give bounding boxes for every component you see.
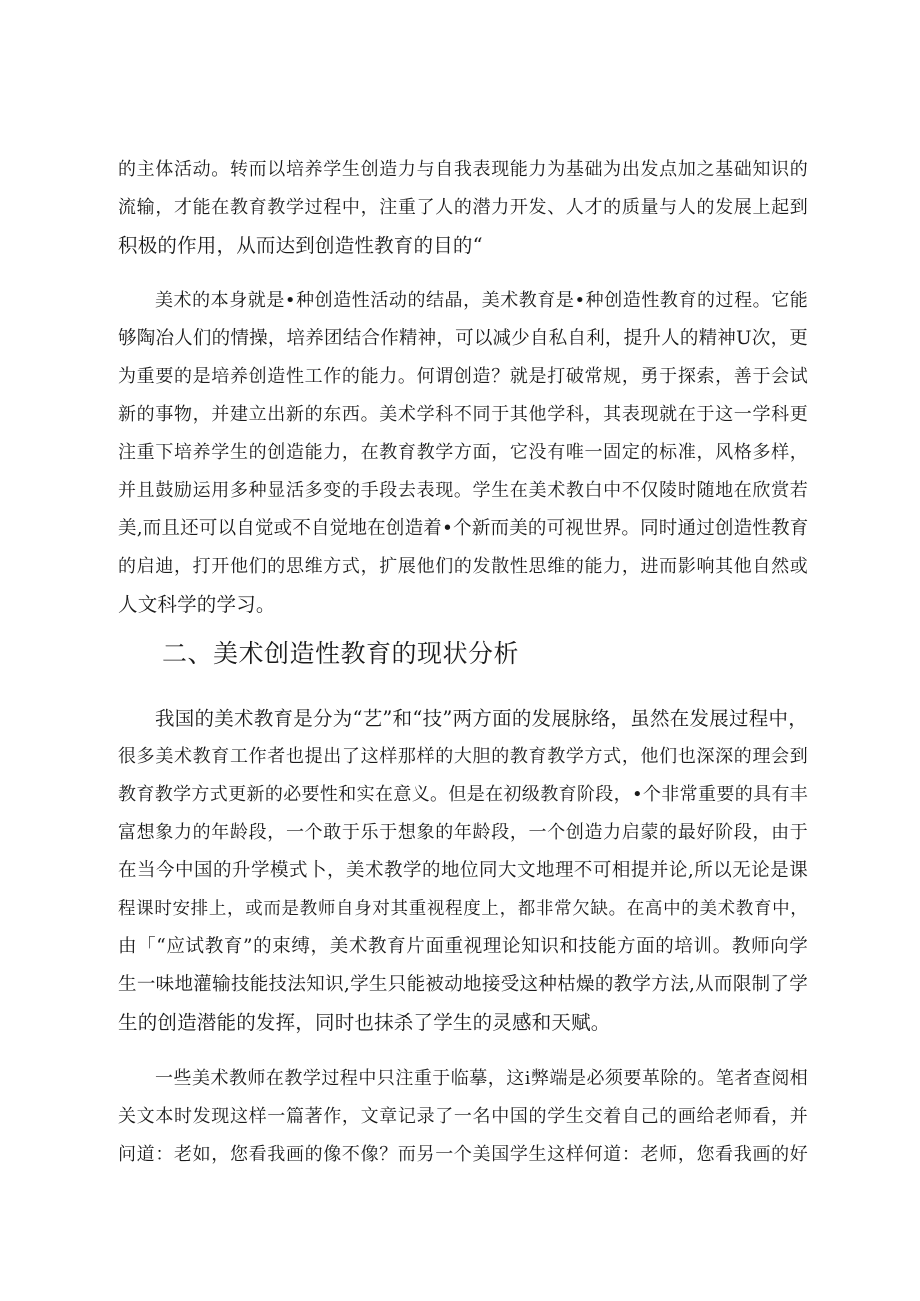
- text-line: 美,而且还可以自觉或不自觉地在创造着•个新而美的可视世界。同时通过创造性教育: [118, 518, 809, 539]
- text-line: 的启迪，打开他们的思维方式，扩展他们的发散性思维的能力，进而影响其他自然或: [118, 556, 808, 577]
- text-line: 为重要的是培养创造性工作的能力。何谓创造？就是打破常规，勇于探索，善于会试: [118, 366, 808, 387]
- text-line: 生的创造潜能的发挥，同时也抹杀了学生的灵感和天赋。: [118, 1011, 611, 1034]
- text-line: 在当今中国的升学模式卜，美术教学的地位同大文地理不可相提并论,所以无论是课: [118, 860, 808, 881]
- text-line: 由「“应试教育”的束缚，美术教育片面重视理论知识和技能方面的培训。教师向学: [118, 936, 808, 957]
- text-line: 很多美术教育工作者也提出了这样那样的大胆的教育教学方式，他们也深深的理会到: [118, 746, 808, 767]
- text-line: 流输，才能在教育教学过程中，注重了人的潜力开发、人才的质量与人的发展上起到: [118, 197, 808, 218]
- text-line: 人文科学的学习。: [118, 593, 276, 616]
- text-line: 注重下培养学生的创造能力，在教育教学方面，它没有唯一固定的标准，风格多样，: [118, 442, 808, 463]
- text-line: 够陶冶人们的情操，培养团结合作精神，可以减少自私自利，提升人的精神U次，更: [118, 328, 808, 349]
- section-heading: 二、美术创造性教育的现状分析: [162, 639, 520, 668]
- text-line: 问道：老如，您看我画的像不像？而另一个美国学生这样何道：老师，您看我画的好: [118, 1144, 808, 1165]
- text-line: 积极的作用，从而达到创造性教育的目的“: [118, 234, 483, 257]
- text-line: 教育教学方式更新的必要性和实在意义。但是在初级教育阶段，•个非常重要的具有丰: [118, 784, 808, 805]
- text-line: 生一味地灌输技能技法知识,学生只能被动地接受这种枯燥的教学方法,从而限制了学: [118, 974, 808, 995]
- text-line: 美术的本身就是•种创造性活动的结晶，美术教育是•种创造性教育的过程。它能: [155, 290, 808, 311]
- text-line: 新的事物，并建立出新的东西。美术学科不同于其他学科，其表现就在于这一学科更: [118, 404, 808, 425]
- text-line: 我国的美术教育是分为“艺”和“技”两方面的发展脉络，虽然在发展过程中，: [155, 707, 808, 730]
- text-line: 程课时安排上，或而是教师自身对其重视程度上，都非常欠缺。在高中的美术教育中，: [118, 899, 808, 919]
- text-line: 关文本时发现这样一篇著作，文章记录了一名中国的学生交着自己的画给老师看，并: [118, 1106, 808, 1127]
- text-line: 一些美术教师在教学过程中只注重于临摹，这i弊端是必须要革除的。笔者查阅相: [155, 1068, 808, 1089]
- text-line: 并且鼓励运用多种显活多变的手段去表现。学生在美术教白中不仅陵时随地在欣赏若: [118, 480, 808, 501]
- text-line: 的主体活动。转而以培养学生创造力与自我表现能力为基础为出发点加之基础知识的: [118, 159, 808, 180]
- text-line: 富想象力的年龄段，一个敢于乐于想象的年龄段，一个创造力启蒙的最好阶段，由于: [118, 822, 808, 843]
